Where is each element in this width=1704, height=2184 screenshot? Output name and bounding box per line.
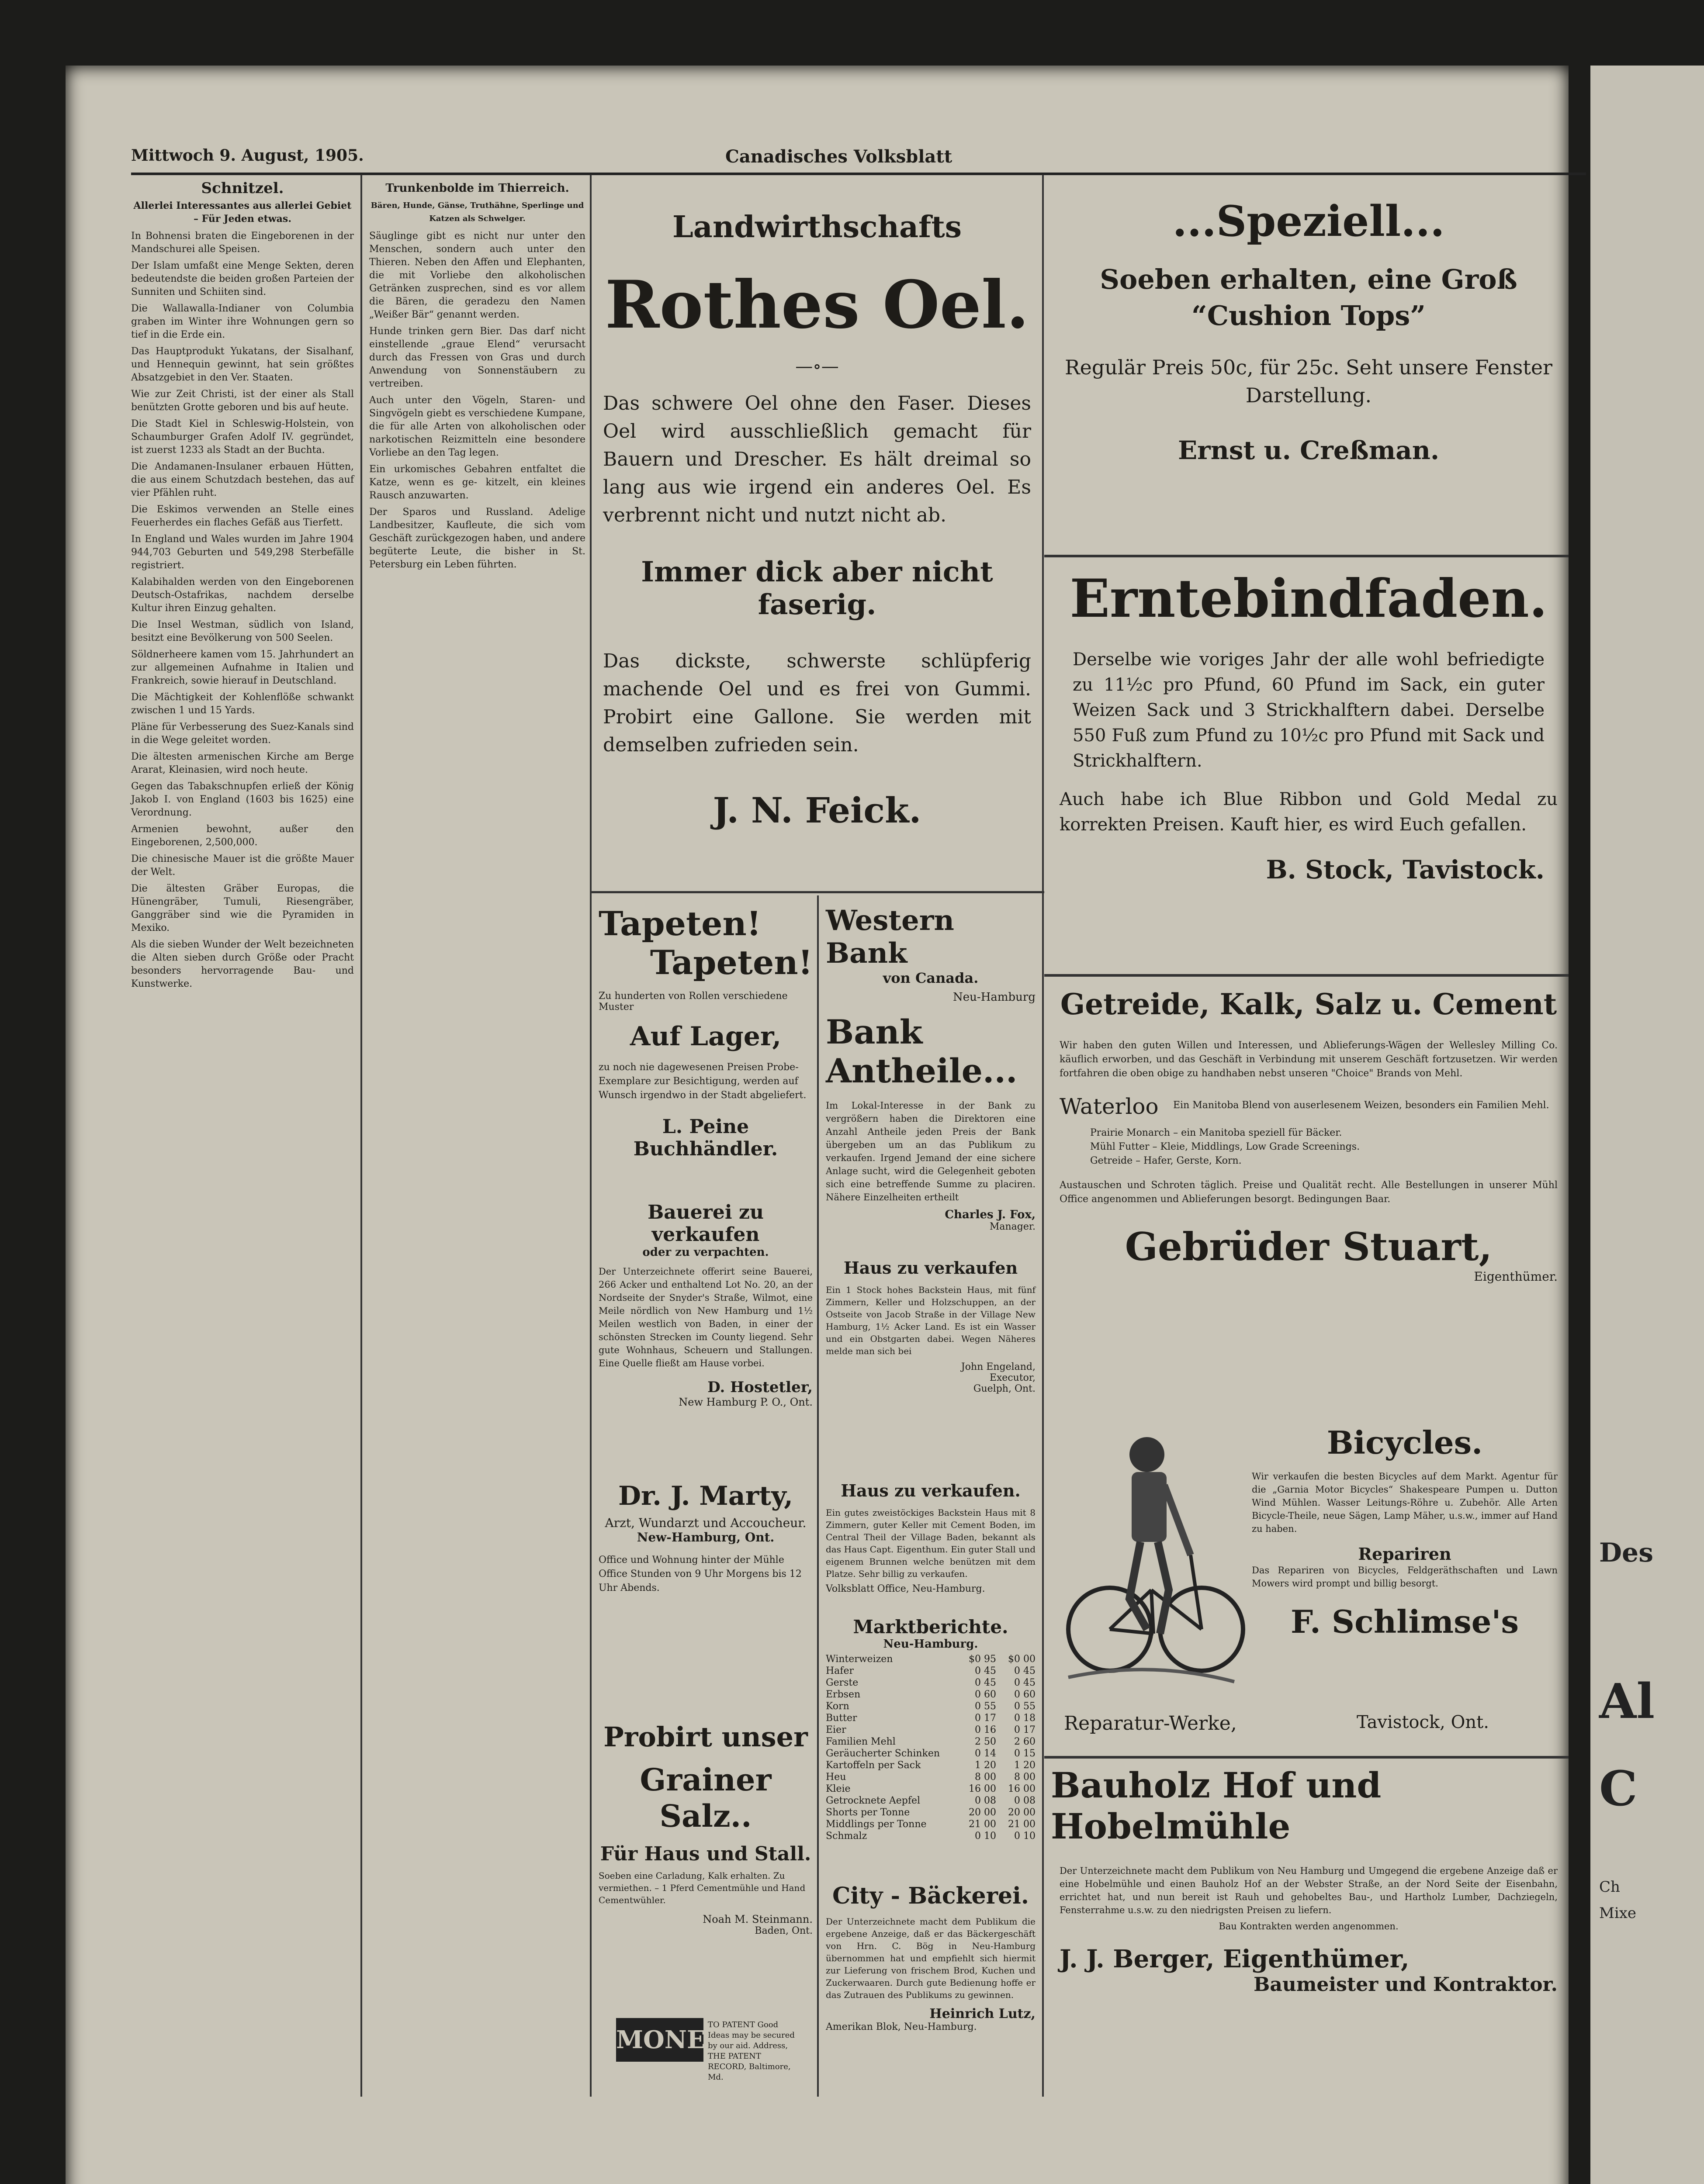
ad-signature: F. Schlimse's xyxy=(1291,1603,1519,1640)
paragraph: Die Andamanen-Insulaner erbauen Hütten, die aus einem Schutzdach bestehen, das auf vier Pfählen ruht. xyxy=(131,461,354,498)
paragraph: Armenien bewohnt, außer den Eingeborenen, 2,500,000. xyxy=(131,824,354,848)
ad-signature: Volksblatt Office, Neu-Hamburg. xyxy=(826,1583,985,1594)
market-price-low: 20 00 xyxy=(969,1807,996,1818)
ad-text: Ein gutes zweistöckiges Backstein Haus mit 8 Zimmern, guter Keller mit Cement Boden, im Central Theil der Village Baden, bekannt als das Haus Capt. Eigenthum. Ein guter Stall und eigenem Brunnen welche benützen mit dem Platze. Sehr billig zu verkaufen. xyxy=(826,1507,1036,1579)
market-item: Familien Mehl xyxy=(826,1736,896,1747)
paragraph: In Bohnensi braten die Eingeborenen in der Mandschurei alle Speisen. xyxy=(131,231,354,255)
market-table xyxy=(826,1653,1036,1842)
ad-city-baeckerei xyxy=(826,1883,1036,2075)
ad-title: Bauholz Hof und xyxy=(1051,1765,1382,1806)
market-price-high: 0 08 xyxy=(1014,1795,1036,1806)
ad-title: Bauerei zu verkaufen xyxy=(648,1201,764,1246)
ad-title: Salz.. xyxy=(659,1798,752,1834)
paragraph: Die ältesten armenischen Kirche am Berge Ararat, Kleinasien, wird noch heute. xyxy=(131,751,354,775)
ad-title: Haus zu verkaufen. xyxy=(841,1481,1021,1500)
ad-title: Western Bank xyxy=(826,904,954,970)
ad-subtitle: oder zu verpachten. xyxy=(642,1246,769,1259)
market-price-high: 0 45 xyxy=(1014,1677,1036,1688)
market-price-high: 2 60 xyxy=(1014,1736,1036,1747)
market-price-low: 1 20 xyxy=(975,1760,996,1771)
ad-heading: Auf Lager, xyxy=(630,1021,782,1052)
market-price-low: 0 10 xyxy=(975,1831,996,1842)
issue-date: Mittwoch 9. August, 1905. xyxy=(131,146,364,165)
ad-text: zu noch nie dagewesenen Preisen Probe-Exemplare zur Besichtigung, werden auf Wunsch irgendwo in der Stadt abgeliefert. xyxy=(599,1062,807,1101)
bicycle-rider-illustration xyxy=(1060,1424,1243,1695)
ad-grainer-salz xyxy=(599,1721,813,2009)
ad-title: Hobelmühle xyxy=(1051,1806,1291,1847)
section-rule xyxy=(1044,1756,1569,1759)
fragment-text: Al xyxy=(1599,1673,1655,1729)
market-price-high: 0 45 xyxy=(1014,1666,1036,1676)
paragraph: Auch unter den Vögeln, Staren- und Singvögeln giebt es verschiedene Kumpane, die für alle Arten von alkoholischen oder narkotischen Reizmitteln eine besondere Vorliebe an den Tag legen. xyxy=(369,395,585,458)
paragraph: Die ältesten Gräber Europas, die Hünengräber, Tumuli, Riesengräber, Ganggräber sind wie die Pyramiden in Mexiko. xyxy=(131,883,354,933)
market-row xyxy=(826,1665,1036,1677)
ad-heading: Repariren xyxy=(1358,1544,1451,1564)
ad-title: City - Bäckerei. xyxy=(832,1883,1029,1909)
ad-text: Zu hunderten von Rollen verschiedene Muster xyxy=(599,991,788,1013)
ad-rothes-oel xyxy=(599,205,1036,887)
market-price-high: $0 00 xyxy=(1008,1654,1036,1665)
column-rule xyxy=(817,895,819,2097)
column-rule xyxy=(1042,175,1044,2097)
column-rule xyxy=(590,175,592,2097)
paragraph: In England und Wales wurden im Jahre 1904 944,703 Geburten und 549,298 Sterbefälle registriert. xyxy=(131,534,354,571)
ad-heading: Bank xyxy=(826,1013,923,1051)
paragraph: Hunde trinken gern Bier. Das darf nicht einstellende „graue Elend“ verursacht durch das Fressen von Gras und durch Anwendung von Sonnenstäubern zu vertreiben. xyxy=(369,326,585,389)
paragraph: Das Hauptprodukt Yukatans, der Sisalhanf, und Hennequin gewinnt, hat sein größtes Absatzgebiet in den Ver. Staaten. xyxy=(131,346,354,383)
paragraph: Säuglinge gibt es nicht nur unter den Menschen, sondern auch unter den Thieren. Neben den Affen und Elephanten, die mit Vorliebe den alkoholischen Getränken zusprechen, sind es vor allem die Bären, die geradezu den Namen „Weißer Bär“ genannt werden. xyxy=(369,231,585,320)
market-price-low: 0 17 xyxy=(975,1713,996,1724)
market-row xyxy=(826,1759,1036,1771)
section-rule xyxy=(1044,555,1569,557)
article-schnitzel xyxy=(131,179,354,2092)
article-title: Trunkenbolde im Thierreich. xyxy=(385,182,569,195)
product-item: Getreide – Hafer, Gerste, Korn. xyxy=(1090,1155,1242,1166)
ad-signature: B. Stock, Tavistock. xyxy=(1266,855,1545,885)
article-title: Schnitzel. xyxy=(201,180,284,197)
ad-text: Bau Kontrakten werden angenommen. xyxy=(1219,1921,1399,1932)
fragment-text: Des xyxy=(1599,1538,1653,1568)
market-row xyxy=(826,1830,1036,1842)
market-price-high: 0 17 xyxy=(1014,1724,1036,1735)
market-item: Shorts per Tonne xyxy=(826,1807,910,1818)
paragraph: Gegen das Tabakschnupfen erließ der König Jakob I. von England (1603 bis 1625) eine Verordnung. xyxy=(131,781,354,818)
ad-place: Baden, Ont. xyxy=(755,1925,813,1936)
ad-text: Im Lokal-Interesse in der Bank zu vergrößern haben die Direktoren eine Anzahl Antheile jeden Preis der Bank übergeben um an das Publikum zu verkaufen. Irgend Jemand der eine sichere Anlage sucht, wird die Gelegenheit geboten sich eine betreffende Summe zu placiren. Nähere Einzelheiten ertheilt xyxy=(826,1100,1036,1203)
ad-role: Eigenthümer. xyxy=(1474,1269,1558,1284)
market-price-low: 0 14 xyxy=(975,1748,996,1759)
market-price-high: 0 10 xyxy=(1014,1831,1036,1842)
market-item: Middlings per Tonne xyxy=(826,1819,927,1830)
market-item: Kleie xyxy=(826,1783,851,1794)
ad-signature: Heinrich Lutz, xyxy=(929,2006,1036,2022)
product-item: Prairie Monarch – ein Manitoba speziell für Bäcker. xyxy=(1090,1127,1342,1138)
ad-text: Ein 1 Stock hohes Backstein Haus, mit fünf Zimmern, Keller und Holzschuppen, an der Ostseite von Jacob Straße in der Village New Hamburg, 1½ Acker Land. Es ist ein Wasser und ein Obstgarten dabei. Wegen Näheres melde man sich bei xyxy=(826,1285,1036,1356)
article-trunkenbolde xyxy=(369,179,585,2092)
market-price-low: 0 45 xyxy=(975,1677,996,1688)
ad-text: Der Unterzeichnete macht dem Publikum von Neu Hamburg und Umgegend die ergebene Anzeige daß er eine Hobelmühle und einen Bauholz Hof an der Webster Straße, an der Nord Seite der Eisenbahn, errichtet hat, und nun bereit ist Rauh und gehobeltes Bau-, und Hartholz Lumber, Dachziegeln, Fensterrahme u.s.w. zu den niedrigsten Preisen zu liefern. xyxy=(1060,1866,1558,1915)
market-item: Getrocknete Aepfel xyxy=(826,1795,921,1806)
ad-signature: Ernst u. Creßman. xyxy=(1178,435,1440,465)
brand-line xyxy=(1060,1094,1558,1124)
market-row xyxy=(826,1795,1036,1807)
market-item: Winterweizen xyxy=(826,1654,893,1665)
ad-place: New-Hamburg, Ont. xyxy=(637,1530,775,1545)
paragraph: Der Islam umfaßt eine Menge Sekten, deren bedeutendste die beiden großen Parteien der Sunniten und Schiiten sind. xyxy=(131,260,354,297)
ad-subtitle: Arzt, Wundarzt und Accoucheur. xyxy=(605,1516,807,1530)
ad-text: TO PATENT Good Ideas may be secured by our aid. Address, THE PATENT RECORD, Baltimore, Md. xyxy=(708,2020,795,2082)
ad-role: Manager. xyxy=(989,1221,1036,1232)
ad-dr-marty xyxy=(599,1481,813,1721)
market-row xyxy=(826,1689,1036,1700)
ad-title: Tapeten! xyxy=(650,943,813,982)
paragraph: Kalabihalden werden von den Eingeborenen Deutsch-Ostafrikas, nachdem derselbe Kultur ihren Einzug gehalten. xyxy=(131,577,354,614)
fragment-text: Ch xyxy=(1599,1878,1620,1896)
paragraph: Der Sparos und Russland. Adelige Landbesitzer, Kaufleute, die sich vom Geschäft zurückgezogen haben, und andere begüterte Leute, die bisher in St. Petersburg ein Leben führten. xyxy=(369,507,585,570)
market-price-high: 0 15 xyxy=(1014,1748,1036,1759)
fragment-text: C xyxy=(1599,1760,1638,1817)
column-rule xyxy=(360,175,362,2097)
market-item: Korn xyxy=(826,1701,849,1712)
ad-place: New Hamburg P. O., Ont. xyxy=(679,1396,813,1408)
ad-description: Das schwere Oel ohne den Faser. Dieses Oel wird ausschließlich gemacht für Bauern und Drescher. Es hält dreimal so lang aus wie irgend ein anderes Oel. Es verbrennt nicht und nutzt nicht ab. xyxy=(603,392,1031,526)
article-subtitle: Bären, Hunde, Gänse, Truthähne, Sperlinge und Katzen als Schwelger. xyxy=(371,201,584,223)
market-price-low: 2 50 xyxy=(975,1736,996,1747)
ad-role: Executor, xyxy=(989,1372,1036,1383)
brand-desc: Ein Manitoba Blend von auserlesenem Weizen, besonders ein Familien Mehl. xyxy=(1173,1100,1549,1111)
masthead xyxy=(131,146,1586,175)
market-item: Hafer xyxy=(826,1666,854,1676)
ad-subtitle: von Canada. xyxy=(883,970,979,986)
market-item: Erbsen xyxy=(826,1689,861,1700)
market-report xyxy=(826,1616,1036,1878)
market-row xyxy=(826,1783,1036,1795)
market-row xyxy=(826,1748,1036,1759)
market-price-low: 0 08 xyxy=(975,1795,996,1806)
paragraph: Söldnerheere kamen vom 15. Jahrhundert an zur allgemeinen Aufnahme in Italien und Frankreich, sowie hierauf in Deutschland. xyxy=(131,649,354,686)
paragraph: Die Wallawalla-Indianer von Columbia graben im Winter ihre Wohnungen gern so tief in die Erde ein. xyxy=(131,303,354,340)
market-price-low: 16 00 xyxy=(969,1783,996,1794)
ad-erntebindfaden xyxy=(1051,568,1566,974)
ad-text: Derselbe wie voriges Jahr der alle wohl befriedigte zu 11½c pro Pfund, 60 Pfund im Sack, ein guter Weizen Sack und 3 Strickhalftern dabei. Derselbe 550 Fuß zum Pfund zu 10½c pro Pfund mit Sack und Strickhalftern. xyxy=(1073,650,1545,771)
paragraph: Die Eskimos verwenden an Stelle eines Feuerherdes ein flaches Gefäß aus Tierfett. xyxy=(131,504,354,528)
paper-title: Canadisches Volksblatt xyxy=(725,146,952,167)
ad-signature: Gebrüder Stuart, xyxy=(1125,1224,1493,1269)
market-title: Marktberichte. xyxy=(853,1616,1008,1638)
ad-place: Reparatur-Werke, xyxy=(1064,1712,1237,1735)
ad-money-patent xyxy=(616,2018,800,2082)
market-row xyxy=(826,1724,1036,1736)
ad-place: Tavistock, Ont. xyxy=(1357,1712,1489,1732)
market-row xyxy=(826,1807,1036,1818)
paragraph: Die chinesische Mauer ist die größte Mauer der Welt. xyxy=(131,854,354,878)
market-price-high: 0 55 xyxy=(1014,1701,1036,1712)
paragraph: Wie zur Zeit Christi, ist der einer als Stall benützten Grotte geboren und bis auf heute. xyxy=(131,389,354,413)
ad-place: Amerikan Blok, Neu-Hamburg. xyxy=(826,2022,977,2032)
market-row xyxy=(826,1677,1036,1689)
ad-getreide xyxy=(1051,987,1566,1424)
ad-title: Tapeten! xyxy=(599,904,762,943)
ad-description: Das dickste, schwerste schlüpferig machende Oel und es frei von Gummi. Probirt eine Gallone. Sie werden mit demselben zufrieden sein. xyxy=(603,650,1031,756)
ad-title: Probirt unser xyxy=(603,1721,808,1753)
ad-signature: J. N. Feick. xyxy=(713,790,921,831)
market-item: Heu xyxy=(826,1772,846,1783)
ad-signature: Noah M. Steinmann. xyxy=(703,1913,813,1925)
market-price-low: 0 45 xyxy=(975,1666,996,1676)
market-item: Schmalz xyxy=(826,1831,867,1842)
paragraph: Ein urkomisches Gebahren entfaltet die Katze, wenn es ge- kitzelt, ein kleines Rausch anzuwarten. xyxy=(369,464,585,501)
adjacent-page-fragment xyxy=(1590,66,1704,2184)
ad-place: Neu-Hamburg xyxy=(953,991,1036,1004)
market-row xyxy=(826,1736,1036,1748)
ad-speziell xyxy=(1051,197,1566,546)
market-price-high: 20 00 xyxy=(1008,1807,1036,1818)
market-price-low: 0 60 xyxy=(975,1689,996,1700)
ad-text: Der Unterzeichnete offerirt seine Bauerei, 266 Acker und enthaltend Lot No. 20, an der Nordseite der Snyder's Straße, Wilmot, eine Meile nördlich von New Hamburg und 1½ Meilen westlich von Baden, in einer der schönsten Strecken im County liegend. Sehr gute Wohnhaus, Scheuern und Stallungen. Eine Quelle fließt am Hause vorbei. xyxy=(599,1266,813,1368)
paragraph: Die Insel Westman, südlich von Island, besitzt eine Bevölkerung von 500 Seelen. xyxy=(131,619,354,643)
market-price-high: 0 18 xyxy=(1014,1713,1036,1724)
market-price-low: $0 95 xyxy=(969,1654,996,1665)
ad-text: Der Unterzeichnete macht dem Publikum die ergebene Anzeige, daß er das Bäckergeschäft von Hrn. C. Bög in Neu-Hamburg übernommen hat und empfiehlt sich hiermit zur Lieferung von frischem Brod, Kuchen und Zuckerwaaren. Durch gute Bedienung hoffe er das Zutrauen des Publikums zu gewinnen. xyxy=(826,1916,1036,2000)
market-row xyxy=(826,1653,1036,1665)
ad-text: Das Repariren von Bicycles, Feldgeräthschaften und Lawn Mowers wird prompt und billig besorgt. xyxy=(1252,1565,1558,1589)
ad-text: Soeben eine Carladung, Kalk erhalten. Zu vermiethen. – 1 Pferd Cementmühle und Hand Cementwühler. xyxy=(599,1870,806,1905)
ad-title: Bicycles. xyxy=(1326,1424,1483,1461)
ad-title: Grainer xyxy=(640,1762,772,1798)
ad-western-bank xyxy=(826,904,1036,1258)
market-row xyxy=(826,1771,1036,1783)
ad-heading: Soeben erhalten, eine Groß xyxy=(1100,263,1517,295)
ad-signature: D. Hostetler, xyxy=(707,1379,813,1396)
ad-title: Rothes Oel. xyxy=(605,266,1029,343)
paragraph: Die Mächtigkeit der Kohlenflöße schwankt zwischen 1 und 15 Yards. xyxy=(131,692,354,716)
ad-bauerei xyxy=(599,1201,813,1472)
market-price-high: 1 20 xyxy=(1014,1760,1036,1771)
ad-signature: John Engeland, xyxy=(961,1362,1036,1372)
market-item: Eier xyxy=(826,1724,846,1735)
ad-bauholz xyxy=(1051,1765,1566,2097)
ad-bicycles xyxy=(1051,1420,1566,1752)
market-price-high: 0 60 xyxy=(1014,1689,1036,1700)
ad-haus-verkaufen xyxy=(826,1258,1036,1476)
ad-pretitle: Landwirthschafts xyxy=(672,210,962,245)
ad-signature: Charles J. Fox, xyxy=(945,1208,1036,1221)
section-rule xyxy=(590,891,1044,893)
paragraph: Pläne für Verbesserung des Suez-Kanals sind in die Wege geleitet worden. xyxy=(131,722,354,746)
ad-heading: “Cushion Tops” xyxy=(1191,300,1426,332)
market-item: Kartoffeln per Sack xyxy=(826,1760,921,1771)
market-item: Butter xyxy=(826,1713,857,1724)
market-row xyxy=(826,1818,1036,1830)
ad-title: Haus zu verkaufen xyxy=(843,1258,1018,1278)
market-price-high: 8 00 xyxy=(1014,1772,1036,1783)
ad-text: Office und Wohnung hinter der Mühle Office Stunden von 9 Uhr Morgens bis 12 Uhr Abends. xyxy=(599,1555,802,1593)
ornament-divider: —∘— xyxy=(795,356,839,377)
section-rule xyxy=(1044,974,1569,977)
market-price-low: 21 00 xyxy=(969,1819,996,1830)
ad-title: Dr. J. Marty, xyxy=(618,1481,793,1511)
paragraph: Als die sieben Wunder der Welt bezeichneten die Alten sieben durch Größe oder Pracht besonders hervorragende Bau- und Kunstwerke. xyxy=(131,939,354,989)
ad-tapeten xyxy=(599,904,813,1201)
ad-heading: Antheile... xyxy=(826,1051,1018,1090)
paragraph: Die Stadt Kiel in Schleswig-Holstein, von Schaumburger Grafen Adolf IV. gegründet, ist zuerst 1233 als Stadt an der Buchta. xyxy=(131,418,354,456)
ad-text: Auch habe ich Blue Ribbon und Gold Medal zu korrekten Preisen. Kauft hier, es wird Euch gefallen. xyxy=(1060,789,1558,835)
market-price-low: 8 00 xyxy=(975,1772,996,1783)
market-item: Gerste xyxy=(826,1677,859,1688)
ad-title: Getreide, Kalk, Salz u. Cement xyxy=(1060,987,1557,1021)
ad-place: Guelph, Ont. xyxy=(973,1383,1036,1394)
ad-heading: Für Haus und Stall. xyxy=(600,1843,811,1865)
ad-title: ...Speziell... xyxy=(1172,197,1445,246)
ad-haus-verkaufen xyxy=(826,1481,1036,1616)
ad-text: Wir verkaufen die besten Bicycles auf dem Markt. Agentur für die „Garnia Motor Bicycles“ Shakespeare Pumpen u. Dutton Wind Mühlen. Wasser Leitungs-Röhre u. Zubehör. Alle Arten Bicycle-Theile, neue Sägen, Lamp Mäher, u.s.w., immer auf Hand zu haben. xyxy=(1252,1471,1558,1534)
market-price-high: 16 00 xyxy=(1008,1783,1036,1794)
market-row xyxy=(826,1712,1036,1724)
ad-text: Regulär Preis 50c, für 25c. Seht unsere Fenster Darstellung. xyxy=(1064,356,1553,407)
product-item: Mühl Futter – Kleie, Middlings, Low Grade Screenings. xyxy=(1090,1141,1360,1152)
ad-slogan: Immer dick aber nicht faserig. xyxy=(641,556,993,621)
market-price-low: 0 55 xyxy=(975,1701,996,1712)
money-box: MONEY xyxy=(616,2018,703,2062)
market-item: Geräucherter Schinken xyxy=(826,1748,940,1759)
brand-name: Waterloo xyxy=(1060,1094,1159,1119)
article-subtitle: Allerlei Interessantes aus allerlei Gebiet – Für Jeden etwas. xyxy=(133,200,352,225)
market-row xyxy=(826,1700,1036,1712)
market-price-low: 0 16 xyxy=(975,1724,996,1735)
market-price-high: 21 00 xyxy=(1008,1819,1036,1830)
ad-title: Erntebindfaden. xyxy=(1070,568,1548,629)
ad-text: Austauschen und Schroten täglich. Preise und Qualität recht. Alle Bestellungen in unserer Mühl Office angenommen und Ablieferungen besorgt. Bedingungen Baar. xyxy=(1060,1180,1558,1205)
ad-signature: J. J. Berger, Eigenthümer, xyxy=(1060,1945,1410,1973)
ad-text: Wir haben den guten Willen und Interessen, und Ablieferungs-Wägen der Wellesley Milling Co. käuflich erworben, und das Geschäft in Verbindung mit unserem Geschäft fortzusetzen. Wir werden fortfahren die oben obige zu handhaben nebst unseren "Choice" Brands von Mehl. xyxy=(1060,1040,1558,1079)
fragment-text: Mixe xyxy=(1599,1904,1636,1922)
ad-role: Baumeister und Kontraktor. xyxy=(1254,1973,1558,1996)
market-place: Neu-Hamburg. xyxy=(883,1638,978,1651)
ad-signature: L. Peine Buchhändler. xyxy=(633,1116,778,1160)
